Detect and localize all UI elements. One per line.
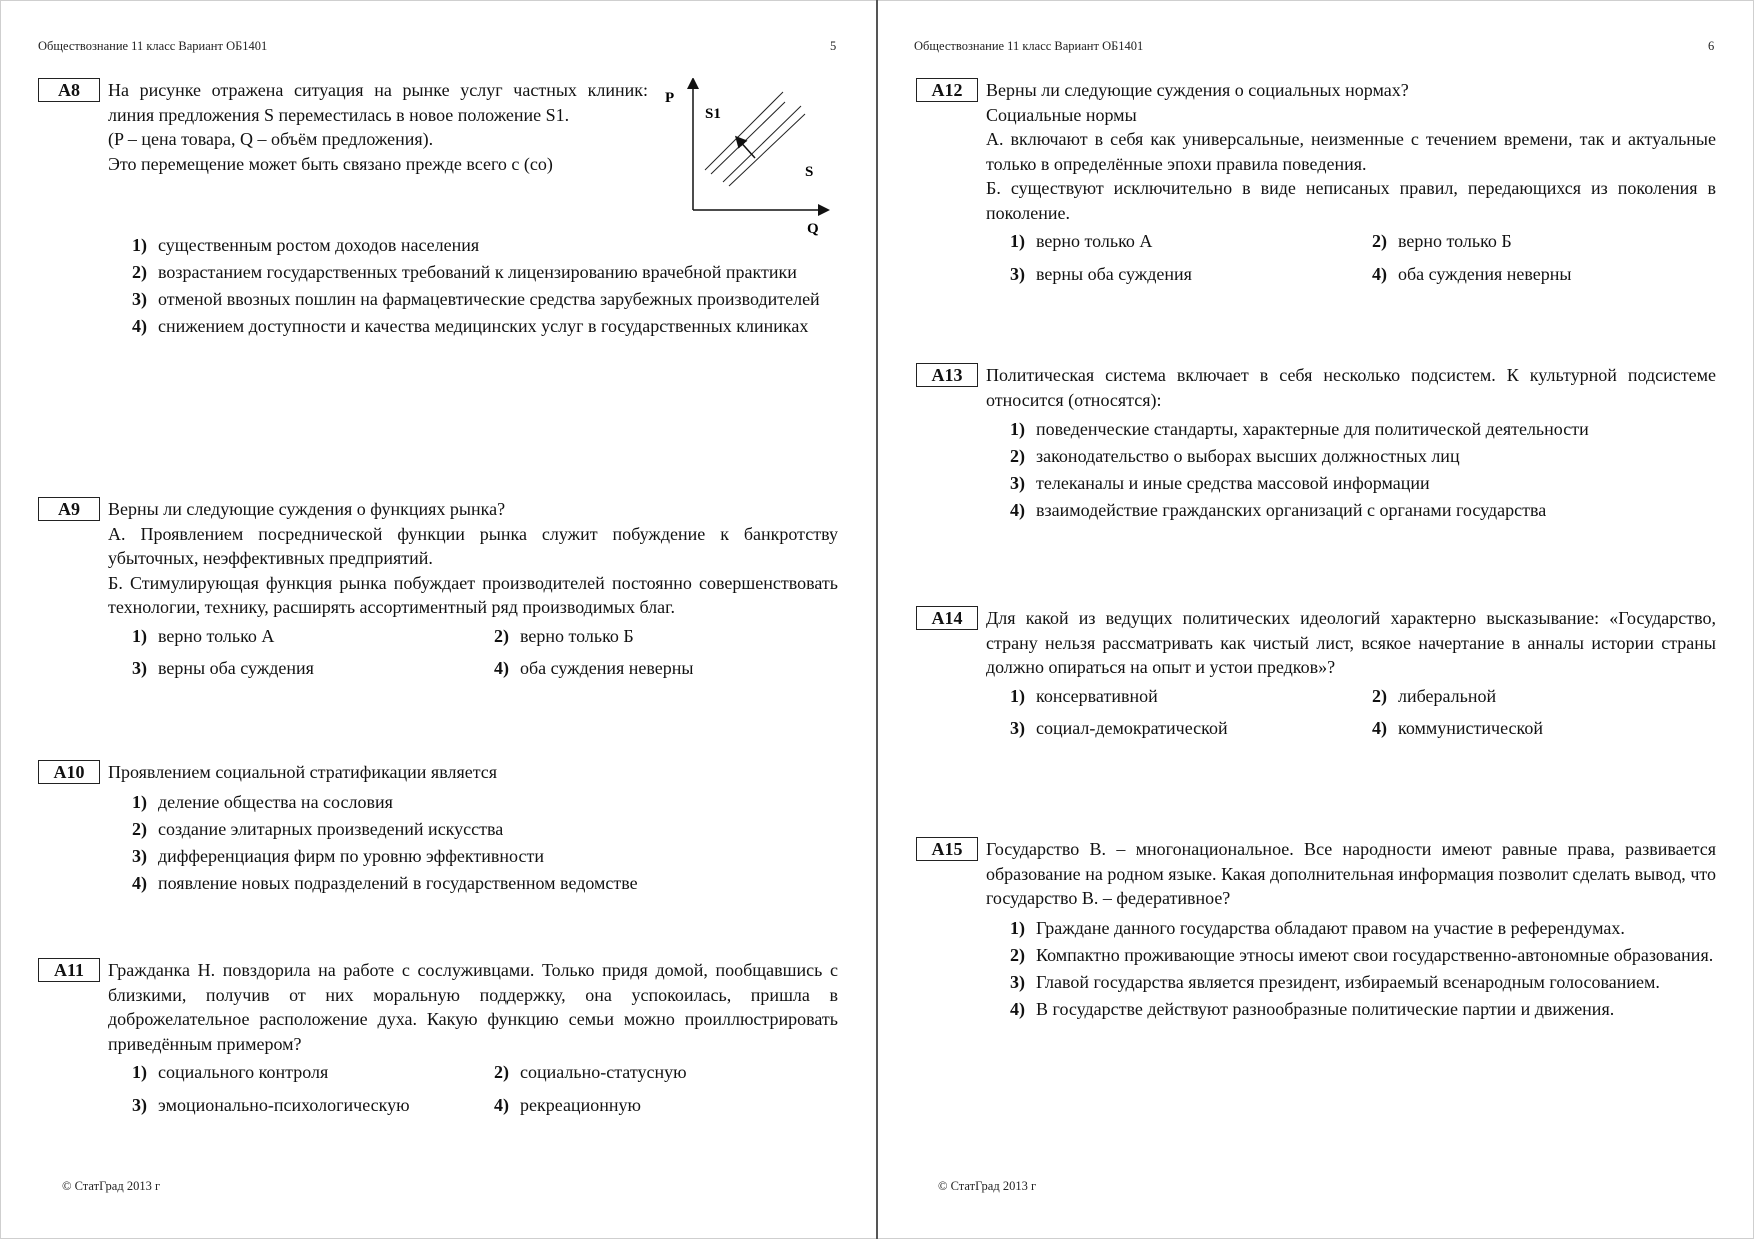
question-body: [108, 760, 838, 899]
answer-option[interactable]: 1) существенным ростом доходов населения: [132, 235, 480, 255]
supply-line-s: [723, 106, 801, 182]
question-text: Проявлением социальной стратификации является: [108, 762, 498, 782]
statement-a: А. Проявлением посреднической функции рынка служит побуждение к банкротству убыточных, неэффективных предприятий.: [108, 523, 838, 568]
answer-options: [108, 228, 834, 342]
answer-option[interactable]: 2) возрастанием государственных требований к лицензированию врачебной практики: [132, 262, 797, 282]
question-label: А14: [916, 606, 978, 630]
answer-option[interactable]: 2) социально-статусную: [494, 1062, 687, 1082]
question-text: Политическая система включает в себя несколько подсистем. К культурной подсистеме относится (относятся):: [986, 365, 1716, 410]
answer-option[interactable]: 2) законодательство о выборах высших должностных лиц: [1010, 446, 1460, 466]
answer-option[interactable]: 3) дифференциация фирм по уровню эффективности: [132, 845, 544, 866]
answer-option[interactable]: 4) коммунистической: [1372, 718, 1543, 738]
statement-b: Б. существуют исключительно в виде неписаных правил, передающихся из поколения в поколение.: [986, 178, 1716, 223]
question-text: Для какой из ведущих политических идеологий характерно высказывание: «Государство, страну нельзя рассматривать как чистый лист, всякое начертание в анналы истории страны должно опираться на опыт и устои предков»?: [986, 608, 1716, 677]
question-body: [986, 363, 1716, 526]
answer-option[interactable]: 2) Компактно проживающие этносы имеют свои государственно-автономные образования.: [1010, 944, 1714, 965]
copyright-footer: © СтатГрад 2013 г: [62, 1179, 161, 1193]
question-stem: Это перемещение может быть связано прежде всего с (со): [108, 153, 553, 174]
answer-option[interactable]: 4) оба суждения неверны: [494, 658, 694, 678]
answer-option[interactable]: 3) социал-демократической: [1010, 718, 1228, 738]
question-subtitle: Социальные нормы: [986, 104, 1137, 125]
answer-option[interactable]: 1) социального контроля: [132, 1062, 329, 1082]
answer-option[interactable]: 1) верно только А: [1010, 231, 1153, 251]
question-body: [986, 78, 1716, 286]
supply-shift-chart: [655, 78, 830, 240]
question-label: А11: [38, 958, 100, 982]
question-body: [986, 606, 1716, 741]
supply-line-s1: [705, 92, 783, 170]
question-text: На рисунке отражена ситуация на рынке услуг частных клиник: линия предложения S переместилась в новое положение S1.: [108, 80, 648, 125]
question-text: Государство В. – многонациональное. Все народности имеют равные права, развивается образование на родном языке. Какая дополнительная информация позволит сделать вывод, что государство В. – федеративное?: [986, 839, 1716, 908]
header-title: Обществознание 11 класс Вариант ОБ1401: [914, 39, 1144, 53]
answer-option[interactable]: 4) рекреационную: [494, 1094, 641, 1115]
answer-option[interactable]: 3) отменой ввозных пошлин на фармацевтические средства зарубежных производителей: [132, 289, 820, 309]
copyright-footer: © СтатГрад 2013 г: [938, 1179, 1037, 1193]
statement-b: Б. Стимулирующая функция рынка побуждает производителей постоянно совершенствовать технологии, технику, расширять ассортиментный ряд производимых благ.: [108, 572, 838, 617]
question-body: [986, 837, 1716, 1025]
answer-option[interactable]: 4) снижением доступности и качества медицинских услуг в государственных клиниках: [132, 316, 809, 336]
answer-option[interactable]: 1) верно только А: [132, 625, 275, 646]
answer-option[interactable]: 4) В государстве действуют разнообразные политические партии и движения.: [1010, 998, 1615, 1019]
shift-arrow: [737, 138, 755, 158]
left-page: [0, 0, 876, 1239]
answer-option[interactable]: 1) поведенческие стандарты, характерные для политической деятельности: [1010, 419, 1589, 439]
answer-option[interactable]: 1) Граждане данного государства обладают правом на участие в референдумах.: [1010, 917, 1625, 938]
header-title: Обществознание 11 класс Вариант ОБ1401: [38, 39, 268, 53]
question-note: (P – цена товара, Q – объём предложения).: [108, 129, 434, 149]
s-label: S: [805, 164, 814, 180]
answer-option[interactable]: 1) деление общества на сословия: [132, 791, 393, 812]
answer-option[interactable]: 3) телеканалы и иные средства массовой информации: [1010, 473, 1430, 493]
supply-line-s: [729, 114, 805, 186]
answer-option[interactable]: 2) верно только Б: [1372, 231, 1512, 251]
page-number: 6: [1708, 39, 1715, 53]
right-page: [878, 0, 1754, 1239]
question-body: [108, 958, 838, 1117]
answer-option[interactable]: 3) верны оба суждения: [132, 658, 314, 678]
question-body: [108, 78, 648, 176]
answer-option[interactable]: 2) верно только Б: [494, 625, 634, 646]
s1-label: S1: [705, 106, 721, 122]
question-label: А13: [916, 363, 978, 387]
question-label: А12: [916, 78, 978, 102]
answer-option[interactable]: 4) оба суждения неверны: [1372, 263, 1572, 284]
answer-option[interactable]: 4) появление новых подразделений в государственном ведомстве: [132, 872, 638, 893]
x-axis-label: Q: [807, 221, 819, 237]
answer-option[interactable]: 3) Главой государства является президент, избираемый всенародным голосованием.: [1010, 971, 1660, 992]
question-label: А10: [38, 760, 100, 784]
answer-option[interactable]: 2) создание элитарных произведений искусства: [132, 818, 504, 839]
statement-a: А. включают в себя как универсальные, неизменные с течением времени, так и актуальные только в определённые эпохи правила поведения.: [986, 129, 1716, 174]
question-label: А8: [38, 78, 100, 102]
question-label: А15: [916, 837, 978, 861]
y-axis-label: P: [665, 90, 675, 106]
question-body: [108, 497, 838, 681]
page-number: 5: [830, 39, 837, 53]
question-text: Гражданка Н. повздорила на работе с сослуживцами. Только придя домой, пообщавшись с близкими, получив от них моральную поддержку, она успокоилась, пришла в доброжелательное расположение духа. Какую функцию семьи можно проиллюстрировать приведённым примером?: [108, 960, 838, 1054]
question-text: Верны ли следующие суждения о функциях рынка?: [108, 499, 506, 519]
answer-option[interactable]: 2) либеральной: [1372, 685, 1497, 706]
question-text: Верны ли следующие суждения о социальных нормах?: [986, 80, 1409, 100]
answer-options: [132, 1060, 838, 1117]
answer-options: [1010, 684, 1716, 741]
question-label: А9: [38, 497, 100, 521]
answer-option[interactable]: 1) консервативной: [1010, 685, 1158, 706]
supply-line-s1: [711, 102, 785, 174]
answer-option[interactable]: 3) верны оба суждения: [1010, 263, 1192, 284]
answer-options: [1010, 229, 1716, 286]
answer-option[interactable]: 3) эмоционально-психологическую: [132, 1094, 410, 1115]
answer-option[interactable]: 4) взаимодействие гражданских организаций с органами государства: [1010, 500, 1547, 520]
answer-options: [132, 624, 838, 681]
